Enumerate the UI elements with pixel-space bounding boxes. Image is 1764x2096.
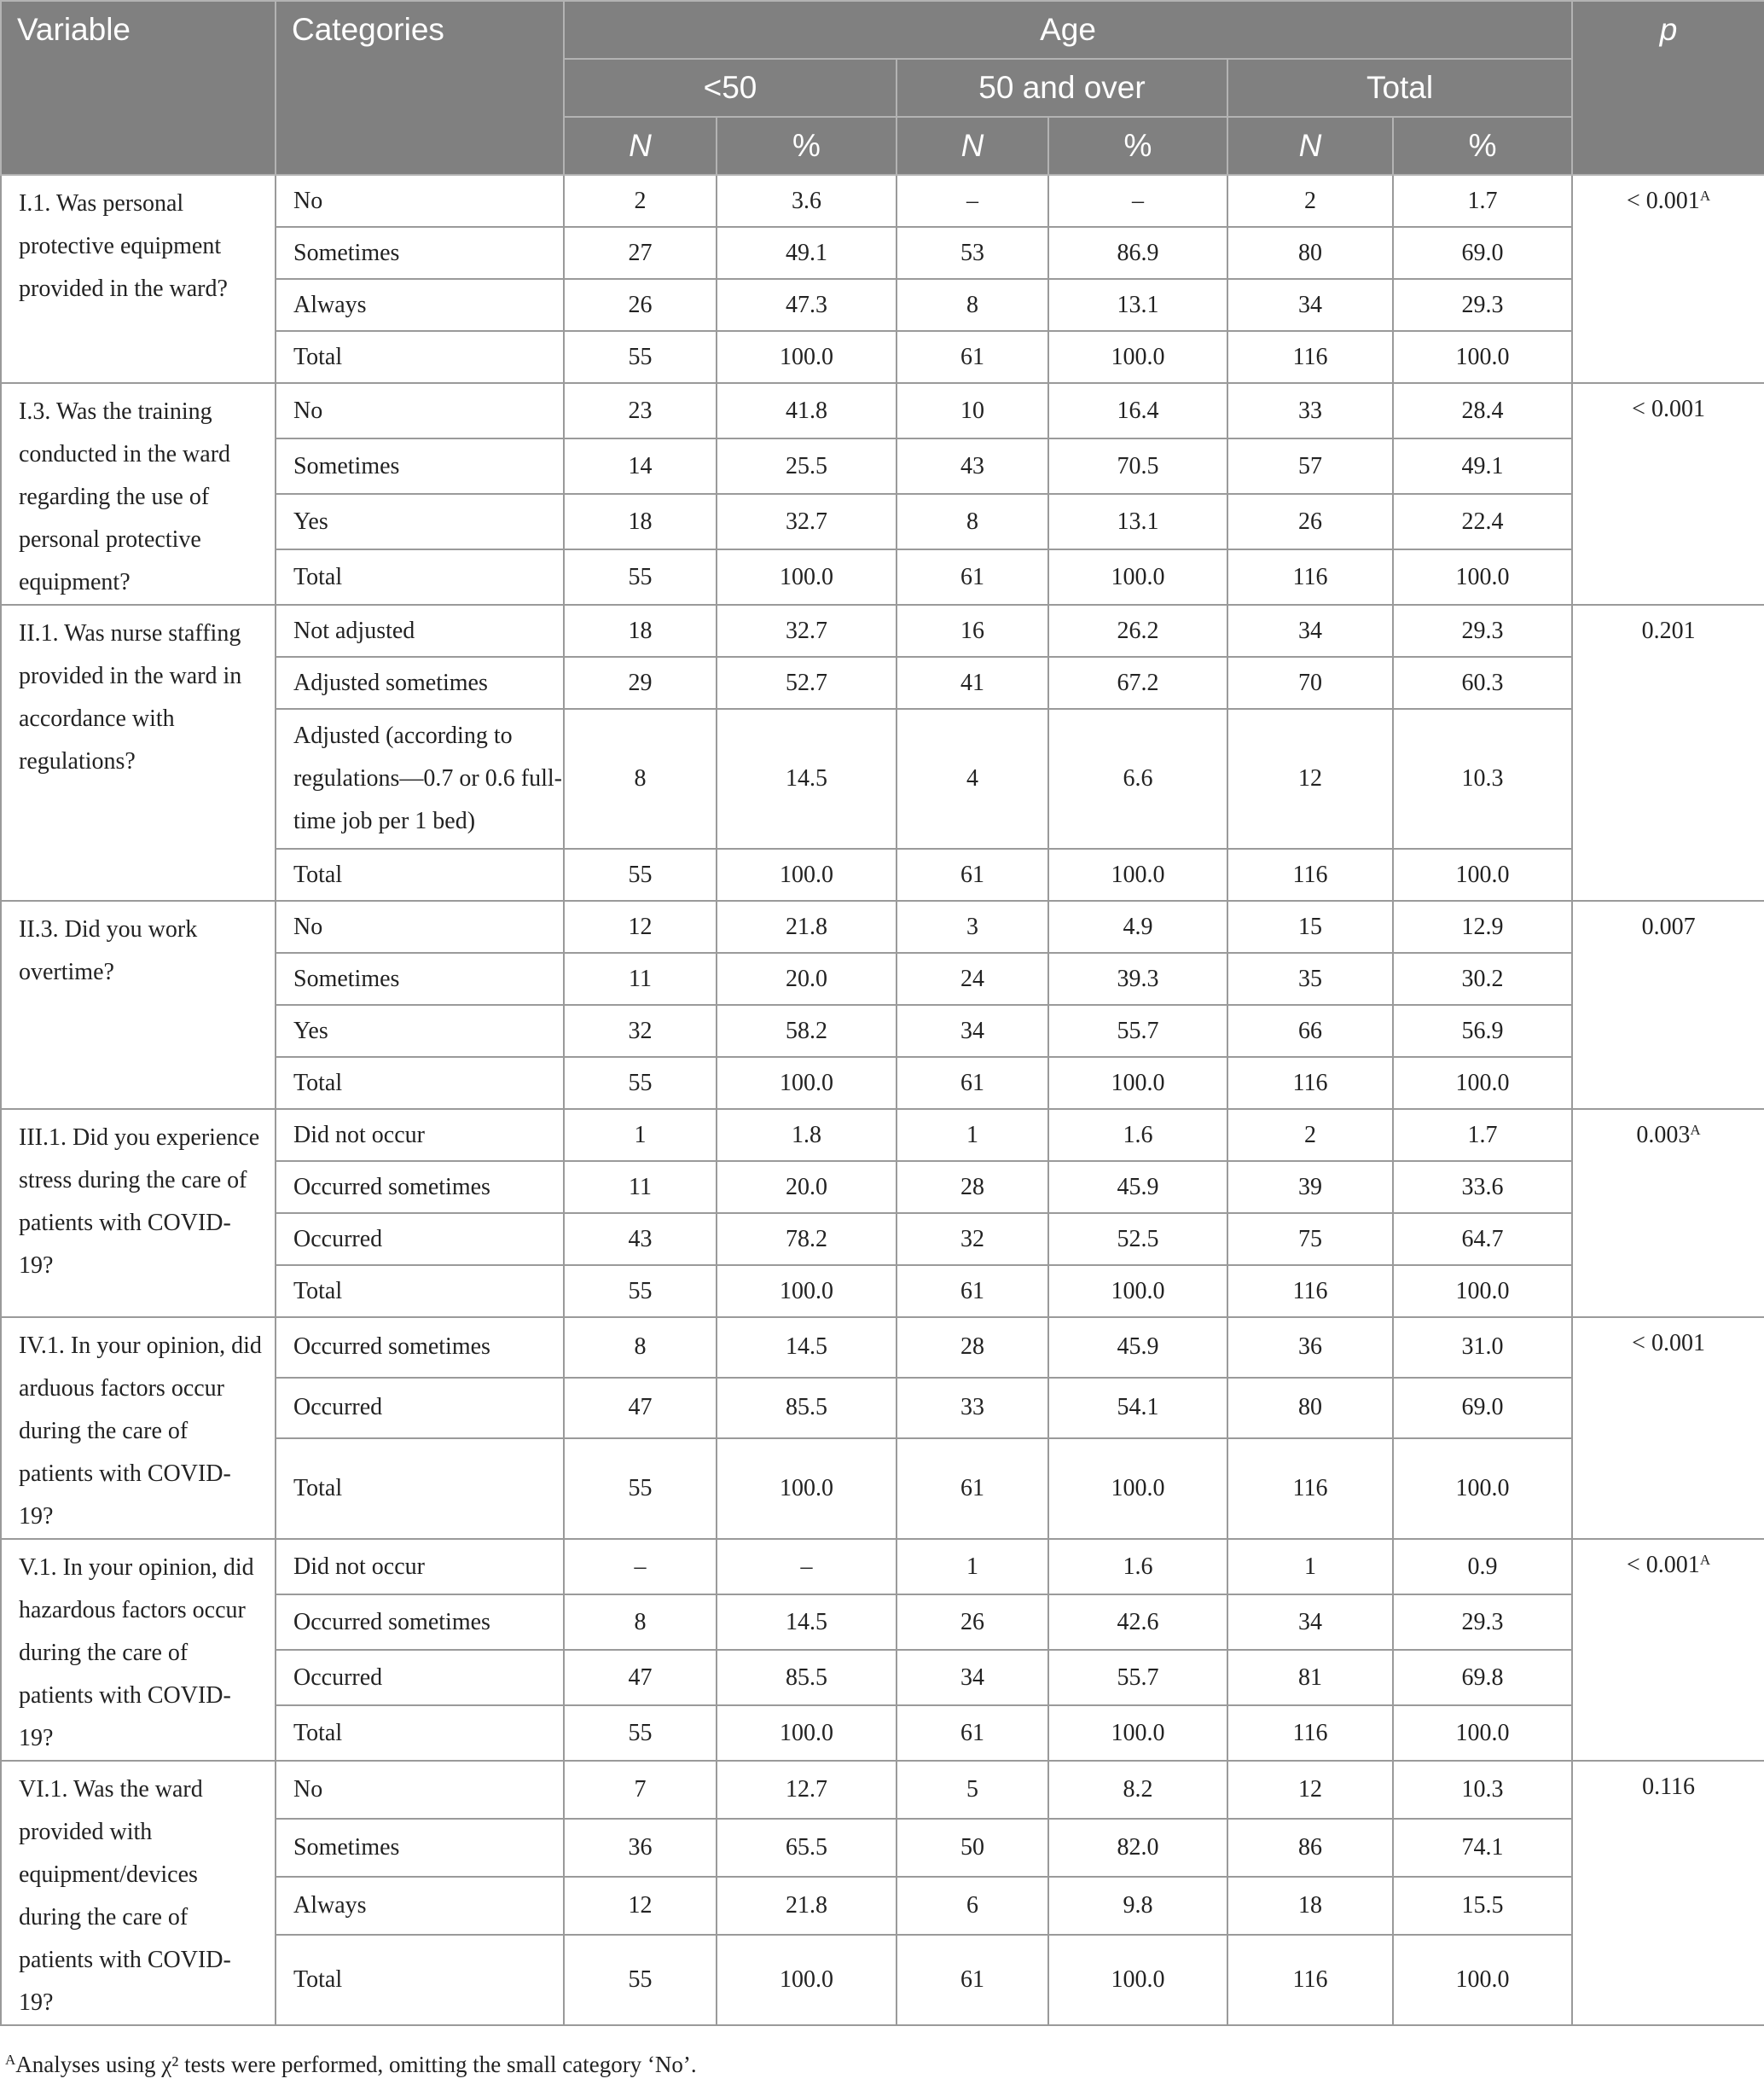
variable-cell: I.1. Was personal protective equipment provided in the ward? (1, 175, 276, 383)
count-cell: 18 (564, 494, 717, 549)
percent-cell: 14.5 (717, 709, 897, 849)
percent-cell: 14.5 (717, 1594, 897, 1650)
count-cell: 34 (1227, 279, 1393, 331)
percent-cell: 100.0 (1393, 1057, 1572, 1109)
percent-cell: 21.8 (717, 901, 897, 953)
p-value: 0.003 (1636, 1122, 1691, 1148)
header-n: N (897, 117, 1048, 175)
percent-cell: 15.5 (1393, 1877, 1572, 1935)
p-value-cell (1572, 1317, 1764, 1438)
percent-cell: 14.5 (717, 1317, 897, 1378)
category-cell: Occurred (276, 1213, 564, 1265)
count-cell: 32 (564, 1005, 717, 1057)
percent-cell: 49.1 (1393, 438, 1572, 494)
count-cell: 16 (897, 605, 1048, 657)
count-cell: 36 (564, 1819, 717, 1877)
count-cell: 41 (897, 657, 1048, 709)
category-cell: Sometimes (276, 953, 564, 1005)
count-cell: 24 (897, 953, 1048, 1005)
percent-cell: 12.7 (717, 1761, 897, 1819)
category-cell: Did not occur (276, 1539, 564, 1594)
percent-cell: 56.9 (1393, 1005, 1572, 1057)
percent-cell: 85.5 (717, 1378, 897, 1438)
count-cell: 116 (1227, 1705, 1393, 1761)
percent-cell: 55.7 (1048, 1005, 1227, 1057)
p-value: 0.007 (1641, 914, 1696, 940)
percent-cell: 12.9 (1393, 901, 1572, 953)
percent-cell: 100.0 (1048, 1705, 1227, 1761)
count-cell: 116 (1227, 1438, 1393, 1539)
count-cell: 18 (564, 605, 717, 657)
percent-cell: 74.1 (1393, 1819, 1572, 1877)
percent-cell: 60.3 (1393, 657, 1572, 709)
count-cell: 8 (564, 1594, 717, 1650)
percent-cell: 29.3 (1393, 1594, 1572, 1650)
count-cell: 61 (897, 849, 1048, 901)
percent-cell: 100.0 (1393, 849, 1572, 901)
percent-cell: 100.0 (1048, 849, 1227, 901)
percent-cell: 100.0 (1048, 1057, 1227, 1109)
p-value: 0.201 (1641, 618, 1696, 644)
percent-cell: – (1048, 175, 1227, 227)
count-cell: 75 (1227, 1213, 1393, 1265)
category-cell: Occurred (276, 1378, 564, 1438)
percent-cell: 47.3 (717, 279, 897, 331)
count-cell: 3 (897, 901, 1048, 953)
percent-cell: 0.9 (1393, 1539, 1572, 1594)
percent-cell: 1.6 (1048, 1109, 1227, 1161)
p-value: 0.116 (1642, 1774, 1696, 1800)
percent-cell: 1.6 (1048, 1539, 1227, 1594)
percent-cell: 82.0 (1048, 1819, 1227, 1877)
p-value-empty-cell (1572, 1265, 1764, 1317)
percent-cell: 100.0 (1048, 549, 1227, 605)
count-cell: 55 (564, 1265, 717, 1317)
count-cell: – (564, 1539, 717, 1594)
percent-cell: 20.0 (717, 953, 897, 1005)
p-value-empty-cell (1572, 1705, 1764, 1761)
count-cell: 12 (564, 901, 717, 953)
p-value-empty-cell (1572, 549, 1764, 605)
category-cell: Always (276, 1877, 564, 1935)
count-cell: 6 (897, 1877, 1048, 1935)
percent-cell: 9.8 (1048, 1877, 1227, 1935)
category-cell: Total (276, 549, 564, 605)
percent-cell: 100.0 (1393, 549, 1572, 605)
variable-cell: II.3. Did you work overtime? (1, 901, 276, 1109)
percent-cell: 70.5 (1048, 438, 1227, 494)
percent-cell: 100.0 (717, 1705, 897, 1761)
category-cell: Always (276, 279, 564, 331)
p-value-cell (1572, 1761, 1764, 1935)
count-cell: 116 (1227, 549, 1393, 605)
p-value-empty-cell (1572, 331, 1764, 383)
header-p: p (1572, 1, 1764, 175)
category-cell: Total (276, 1935, 564, 2025)
count-cell: 55 (564, 849, 717, 901)
percent-cell: 100.0 (1048, 331, 1227, 383)
category-cell: Yes (276, 1005, 564, 1057)
category-cell: Occurred (276, 1650, 564, 1705)
p-value: < 0.001 (1632, 1330, 1705, 1356)
count-cell: 36 (1227, 1317, 1393, 1378)
count-cell: 116 (1227, 1265, 1393, 1317)
count-cell: 80 (1227, 1378, 1393, 1438)
percent-cell: 69.0 (1393, 227, 1572, 279)
count-cell: 26 (897, 1594, 1048, 1650)
percent-cell: 29.3 (1393, 279, 1572, 331)
count-cell: 8 (564, 709, 717, 849)
count-cell: 61 (897, 1057, 1048, 1109)
percent-cell: 52.5 (1048, 1213, 1227, 1265)
percent-cell: 10.3 (1393, 709, 1572, 849)
percent-cell: 100.0 (717, 331, 897, 383)
header-variable: Variable (1, 1, 276, 175)
percent-cell: 8.2 (1048, 1761, 1227, 1819)
category-cell: Not adjusted (276, 605, 564, 657)
count-cell: 26 (1227, 494, 1393, 549)
table-row (1, 605, 1764, 657)
category-cell: Sometimes (276, 1819, 564, 1877)
count-cell: 34 (897, 1005, 1048, 1057)
table-row (1, 383, 1764, 438)
percent-cell: 65.5 (717, 1819, 897, 1877)
count-cell: 27 (564, 227, 717, 279)
category-cell: Occurred sometimes (276, 1161, 564, 1213)
percent-cell: 10.3 (1393, 1761, 1572, 1819)
count-cell: 28 (897, 1161, 1048, 1213)
percent-cell: 100.0 (717, 1057, 897, 1109)
percent-cell: 100.0 (717, 1265, 897, 1317)
table-row (1, 901, 1764, 953)
percent-cell: 100.0 (1393, 1438, 1572, 1539)
category-cell: No (276, 383, 564, 438)
count-cell: 61 (897, 1935, 1048, 2025)
header-age: Age (564, 1, 1572, 59)
table-row (1, 1761, 1764, 1819)
percent-cell: 3.6 (717, 175, 897, 227)
count-cell: 43 (897, 438, 1048, 494)
count-cell: 5 (897, 1761, 1048, 1819)
variable-cell: III.1. Did you experience stress during the care of patients with COVID-19? (1, 1109, 276, 1317)
table-row (1, 175, 1764, 227)
count-cell: 1 (564, 1109, 717, 1161)
percent-cell: 13.1 (1048, 279, 1227, 331)
count-cell: 32 (897, 1213, 1048, 1265)
percent-cell: 100.0 (717, 849, 897, 901)
percent-cell: 20.0 (717, 1161, 897, 1213)
category-cell: Adjusted (according to regulations—0.7 or 0.6 full-time job per 1 bed) (276, 709, 564, 849)
percent-cell: 100.0 (1393, 1705, 1572, 1761)
percent-cell: 49.1 (717, 227, 897, 279)
percent-cell: 69.8 (1393, 1650, 1572, 1705)
percent-cell: 4.9 (1048, 901, 1227, 953)
percent-cell: 1.7 (1393, 175, 1572, 227)
count-cell: 39 (1227, 1161, 1393, 1213)
percent-cell: 33.6 (1393, 1161, 1572, 1213)
count-cell: 57 (1227, 438, 1393, 494)
count-cell: 4 (897, 709, 1048, 849)
percent-cell: 13.1 (1048, 494, 1227, 549)
percent-cell: 25.5 (717, 438, 897, 494)
count-cell: 12 (1227, 1761, 1393, 1819)
percent-cell: 67.2 (1048, 657, 1227, 709)
count-cell: 116 (1227, 1057, 1393, 1109)
percent-cell: 85.5 (717, 1650, 897, 1705)
count-cell: 12 (1227, 709, 1393, 849)
p-value-note: A (1699, 1552, 1711, 1568)
count-cell: 47 (564, 1378, 717, 1438)
count-cell: 81 (1227, 1650, 1393, 1705)
count-cell: 26 (564, 279, 717, 331)
p-value-empty-cell (1572, 1057, 1764, 1109)
p-value-cell (1572, 175, 1764, 331)
category-cell: Occurred sometimes (276, 1594, 564, 1650)
percent-cell: 32.7 (717, 605, 897, 657)
percent-cell: 100.0 (717, 1935, 897, 2025)
count-cell: 1 (1227, 1539, 1393, 1594)
percent-cell: 69.0 (1393, 1378, 1572, 1438)
category-cell: Adjusted sometimes (276, 657, 564, 709)
p-value-cell (1572, 383, 1764, 549)
p-value-note: A (1699, 188, 1711, 204)
count-cell: 12 (564, 1877, 717, 1935)
count-cell: 116 (1227, 1935, 1393, 2025)
category-cell: Total (276, 849, 564, 901)
variable-cell: II.1. Was nurse staffing provided in the ward in accordance with regulations? (1, 605, 276, 901)
table-body (1, 175, 1764, 2025)
count-cell: 14 (564, 438, 717, 494)
category-cell: Total (276, 1438, 564, 1539)
percent-cell: – (717, 1539, 897, 1594)
table-row (1, 1539, 1764, 1594)
percent-cell: 29.3 (1393, 605, 1572, 657)
count-cell: 61 (897, 1438, 1048, 1539)
header-percent: % (717, 117, 897, 175)
count-cell: 8 (564, 1317, 717, 1378)
count-cell: 34 (1227, 1594, 1393, 1650)
count-cell: 8 (897, 494, 1048, 549)
count-cell: 7 (564, 1761, 717, 1819)
table-row (1, 1317, 1764, 1378)
percent-cell: 52.7 (717, 657, 897, 709)
category-cell: Total (276, 1057, 564, 1109)
category-cell: Did not occur (276, 1109, 564, 1161)
count-cell: 2 (1227, 175, 1393, 227)
header-percent: % (1393, 117, 1572, 175)
percent-cell: 26.2 (1048, 605, 1227, 657)
percent-cell: 100.0 (717, 1438, 897, 1539)
p-value-empty-cell (1572, 1438, 1764, 1539)
count-cell: 35 (1227, 953, 1393, 1005)
percent-cell: 100.0 (717, 549, 897, 605)
count-cell: 2 (1227, 1109, 1393, 1161)
percent-cell: 54.1 (1048, 1378, 1227, 1438)
p-value-cell (1572, 605, 1764, 849)
count-cell: 61 (897, 1705, 1048, 1761)
category-cell: Total (276, 1265, 564, 1317)
p-value: < 0.001 (1627, 1552, 1700, 1578)
count-cell: 18 (1227, 1877, 1393, 1935)
percent-cell: 100.0 (1393, 331, 1572, 383)
percent-cell: 58.2 (717, 1005, 897, 1057)
count-cell: 34 (897, 1650, 1048, 1705)
variable-cell: V.1. In your opinion, did hazardous factors occur during the care of patients with COVID-19? (1, 1539, 276, 1761)
percent-cell: 45.9 (1048, 1317, 1227, 1378)
count-cell: 11 (564, 953, 717, 1005)
count-cell: 28 (897, 1317, 1048, 1378)
count-cell: 43 (564, 1213, 717, 1265)
category-cell: Sometimes (276, 227, 564, 279)
percent-cell: 6.6 (1048, 709, 1227, 849)
count-cell: 11 (564, 1161, 717, 1213)
count-cell: 33 (897, 1378, 1048, 1438)
variable-cell: I.3. Was the training conducted in the ward regarding the use of personal protective equipment? (1, 383, 276, 605)
percent-cell: 100.0 (1048, 1265, 1227, 1317)
header-group-50-and-over: 50 and over (897, 59, 1227, 117)
category-cell: Yes (276, 494, 564, 549)
percent-cell: 100.0 (1393, 1935, 1572, 2025)
percent-cell: 32.7 (717, 494, 897, 549)
count-cell: 34 (1227, 605, 1393, 657)
count-cell: 15 (1227, 901, 1393, 953)
percent-cell: 1.7 (1393, 1109, 1572, 1161)
count-cell: 50 (897, 1819, 1048, 1877)
count-cell: 55 (564, 1935, 717, 2025)
count-cell: 61 (897, 1265, 1048, 1317)
percent-cell: 31.0 (1393, 1317, 1572, 1378)
percent-cell: 78.2 (717, 1213, 897, 1265)
percent-cell: 16.4 (1048, 383, 1227, 438)
header-categories: Categories (276, 1, 564, 175)
count-cell: 86 (1227, 1819, 1393, 1877)
count-cell: 55 (564, 1057, 717, 1109)
count-cell: 116 (1227, 849, 1393, 901)
variable-cell: IV.1. In your opinion, did arduous factors occur during the care of patients with COVID-19? (1, 1317, 276, 1539)
footnote (5, 2052, 697, 2078)
percent-cell: 39.3 (1048, 953, 1227, 1005)
count-cell: 1 (897, 1539, 1048, 1594)
count-cell: 55 (564, 549, 717, 605)
count-cell: 33 (1227, 383, 1393, 438)
variable-cell: VI.1. Was the ward provided with equipment/devices during the care of patients with COVID-19? (1, 1761, 276, 2025)
count-cell: 70 (1227, 657, 1393, 709)
category-cell: Total (276, 331, 564, 383)
header-group-total: Total (1227, 59, 1572, 117)
footnote-text: Analyses using χ² tests were performed, omitting the small category ‘No’. (15, 2052, 697, 2077)
p-value-cell (1572, 1539, 1764, 1705)
category-cell: No (276, 1761, 564, 1819)
percent-cell: 100.0 (1393, 1265, 1572, 1317)
header-group-under50: <50 (564, 59, 897, 117)
percent-cell: 64.7 (1393, 1213, 1572, 1265)
category-cell: Occurred sometimes (276, 1317, 564, 1378)
count-cell: 8 (897, 279, 1048, 331)
count-cell: 61 (897, 331, 1048, 383)
percent-cell: 22.4 (1393, 494, 1572, 549)
p-value: < 0.001 (1632, 396, 1705, 422)
count-cell: 29 (564, 657, 717, 709)
count-cell: – (897, 175, 1048, 227)
category-cell: No (276, 901, 564, 953)
table-row (1, 1109, 1764, 1161)
count-cell: 23 (564, 383, 717, 438)
category-cell: Total (276, 1705, 564, 1761)
percent-cell: 42.6 (1048, 1594, 1227, 1650)
p-value-empty-cell (1572, 1935, 1764, 2025)
count-cell: 10 (897, 383, 1048, 438)
percent-cell: 30.2 (1393, 953, 1572, 1005)
p-value-cell (1572, 1109, 1764, 1265)
p-value-cell (1572, 901, 1764, 1057)
count-cell: 80 (1227, 227, 1393, 279)
footnote-mark: A (5, 2052, 16, 2068)
count-cell: 53 (897, 227, 1048, 279)
percent-cell: 28.4 (1393, 383, 1572, 438)
percent-cell: 86.9 (1048, 227, 1227, 279)
p-value: < 0.001 (1627, 188, 1700, 214)
category-cell: Sometimes (276, 438, 564, 494)
percent-cell: 55.7 (1048, 1650, 1227, 1705)
count-cell: 116 (1227, 331, 1393, 383)
percent-cell: 45.9 (1048, 1161, 1227, 1213)
percent-cell: 1.8 (717, 1109, 897, 1161)
header-n: N (1227, 117, 1393, 175)
percent-cell: 100.0 (1048, 1438, 1227, 1539)
percent-cell: 100.0 (1048, 1935, 1227, 2025)
p-value-empty-cell (1572, 849, 1764, 901)
p-value-note: A (1690, 1122, 1701, 1138)
count-cell: 55 (564, 331, 717, 383)
count-cell: 61 (897, 549, 1048, 605)
count-cell: 66 (1227, 1005, 1393, 1057)
count-cell: 1 (897, 1109, 1048, 1161)
count-cell: 55 (564, 1705, 717, 1761)
header-percent: % (1048, 117, 1227, 175)
count-cell: 2 (564, 175, 717, 227)
count-cell: 47 (564, 1650, 717, 1705)
header-n: N (564, 117, 717, 175)
percent-cell: 21.8 (717, 1877, 897, 1935)
category-cell: No (276, 175, 564, 227)
percent-cell: 41.8 (717, 383, 897, 438)
count-cell: 55 (564, 1438, 717, 1539)
